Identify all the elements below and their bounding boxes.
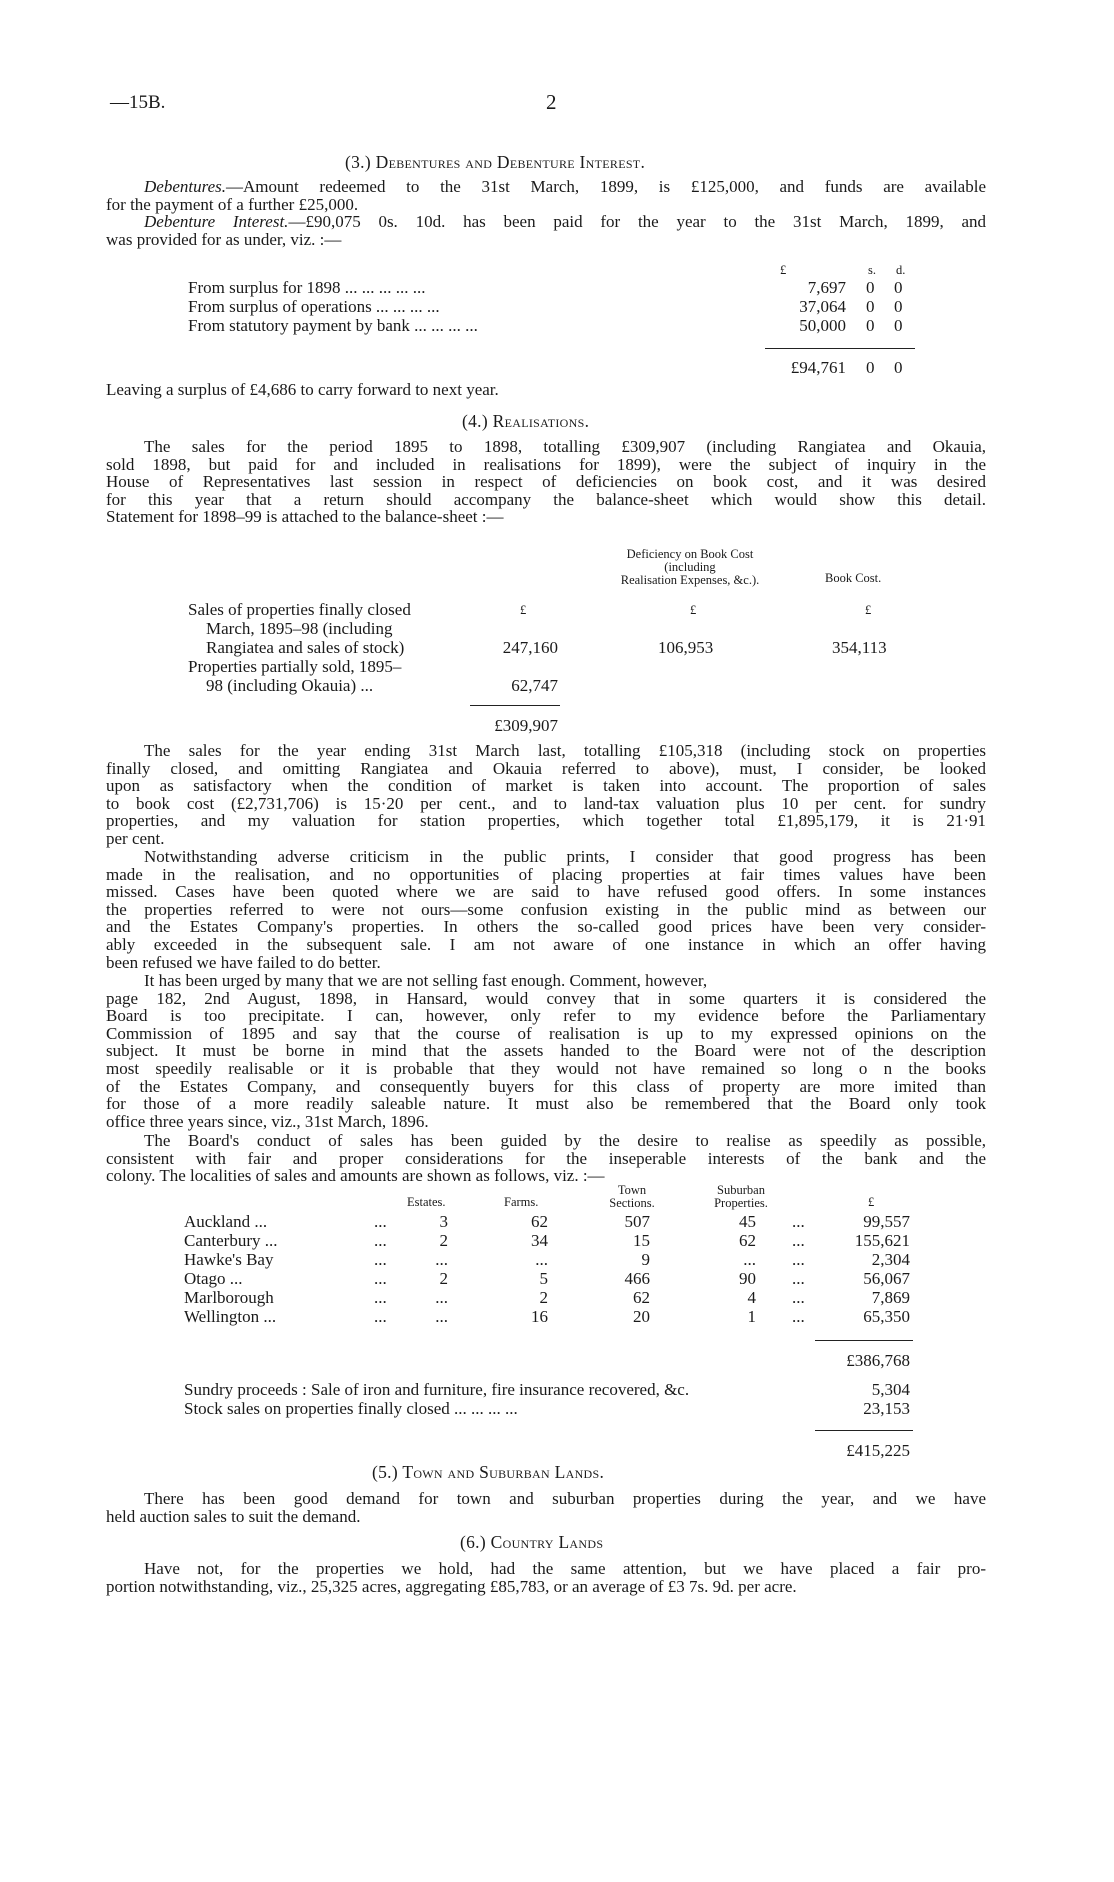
locality-suburban: 45 — [739, 1212, 756, 1231]
stock-sales-amount: 23,153 — [863, 1399, 910, 1418]
interest-row-shillings: 0 — [866, 297, 875, 316]
localities-total: £386,768 — [846, 1351, 910, 1370]
locality-town: 15 — [633, 1231, 650, 1250]
locality-farms: 62 — [531, 1212, 548, 1231]
interest-total-rule — [765, 348, 915, 349]
estates-header: Estates. — [407, 1195, 446, 1209]
partially-sold-label-2: 98 (including Okauia) ... — [206, 676, 374, 695]
locality-suburban: 4 — [747, 1288, 756, 1307]
locality-amount: 99,557 — [863, 1212, 910, 1231]
book-cost-header: Book Cost. — [825, 571, 882, 585]
locality-leader: ... — [374, 1269, 387, 1288]
realisations-paragraph: The sales for the period 1895 to 1898, totalling £309,907 (including Rangiatea and Okauia, sold 1898, but paid for and included in realisations for 1899), were the subject of inquiry in the House of Representatives last session in respect of deficiencies on book cost, and it was desired for this year that a return should accompany the balance-sheet which would show this detail. Statement for 1898–99 is attached to the balance-sheet :— — [106, 437, 986, 527]
locality-name: Auckland ... — [184, 1212, 268, 1231]
locality-town: 62 — [633, 1288, 650, 1307]
locality-suburban: 90 — [739, 1269, 756, 1288]
interest-row-label: From statutory payment by bank ... ... ... ... — [188, 316, 478, 335]
interest-row-pounds: 50,000 — [799, 316, 846, 335]
locality-estates: ... — [435, 1288, 448, 1307]
locality-town: 507 — [624, 1212, 650, 1231]
locality-suburban: ... — [743, 1250, 756, 1269]
grand-total-rule — [815, 1430, 913, 1431]
interest-row-pence: 0 — [894, 278, 903, 297]
debenture-interest-label: Debenture Interest. — [144, 212, 289, 232]
locality-estates: 2 — [439, 1269, 448, 1288]
locality-leader: ... — [374, 1250, 387, 1269]
sales-total-rule — [470, 705, 560, 706]
deficiency-header: Deficiency on Book Cost (including Realisation Expenses, &c.). — [620, 547, 760, 587]
country-lands-paragraph: Have not, for the properties we hold, had the same attention, but we have placed a fair pro- portion notwithstanding, viz., 25,325 acres, aggregating £85,783, or an average of £3 7s. 9d. per acre. — [106, 1559, 986, 1596]
locality-leader: ... — [374, 1288, 387, 1307]
locality-town: 20 — [633, 1307, 650, 1326]
locality-leader: ... — [374, 1231, 387, 1250]
town-lands-paragraph: There has been good demand for town and suburban properties during the year, and we have held auction sales to suit the demand. — [106, 1489, 986, 1526]
interest-row-pence: 0 — [894, 297, 903, 316]
partially-sold-label-1: Properties partially sold, 1895– — [188, 657, 402, 676]
locality-amount: 7,869 — [871, 1288, 910, 1307]
page-ref: —15B. — [110, 92, 166, 113]
locality-farms: ... — [535, 1250, 548, 1269]
locality-amount: 2,304 — [871, 1250, 910, 1269]
criticism-paragraph: Notwithstanding adverse criticism in the public prints, I consider that good progress has been made in the realisation, and no opportunities of placing properties at fair times values have been missed. Cases have been quoted where we are said to have refused good offers. In some instances the properties referred to were not ours—some confusion existing in the public mind as between our and the Estates Company's properties. In others the so-called good prices have been very consider- ably exceeded in the subsequent sale. I am not aware of one instance in which an offer having been refused we have failed to do better. — [106, 847, 986, 972]
section-4-heading: (4.) Realisations. — [462, 411, 590, 431]
col-header-pence: d. — [896, 263, 906, 277]
partially-sold-amount: 62,747 — [511, 676, 558, 695]
locality-farms: 34 — [531, 1231, 548, 1250]
locality-amount: 155,621 — [854, 1231, 910, 1250]
locality-town: 466 — [624, 1269, 650, 1288]
locality-amount: 65,350 — [863, 1307, 910, 1326]
locality-estates: 3 — [439, 1212, 448, 1231]
surplus-note: Leaving a surplus of £4,686 to carry forward to next year. — [106, 380, 499, 399]
interest-row-pounds: 37,064 — [799, 297, 846, 316]
debentures-paragraph: Debentures.—Amount redeemed to the 31st March, 1899, is £125,000, and funds are available for the payment of a further £25,000. Debenture Interest.—£90,075 0s. 10d. has been paid for the year to the 31st March, 1899, and was provided for as under, viz. :— — [106, 177, 986, 249]
locality-estates: ... — [435, 1250, 448, 1269]
locality-leader-2: ... — [792, 1269, 805, 1288]
page-number: 2 — [546, 90, 557, 114]
interest-row-label: From surplus for 1898 ... ... ... ... ... — [188, 278, 426, 297]
locality-name: Marlborough — [184, 1288, 274, 1307]
sales-closed-deficiency: 106,953 — [658, 638, 714, 657]
deficiency-pound-header: £ — [690, 603, 697, 617]
locality-name: Hawke's Bay — [184, 1250, 274, 1269]
stock-sales-label: Stock sales on properties finally closed ... ... ... ... — [184, 1399, 518, 1418]
farms-header: Farms. — [504, 1195, 539, 1209]
interest-row-pounds: 7,697 — [807, 278, 846, 297]
locality-name: Canterbury ... — [184, 1231, 278, 1250]
locality-farms: 2 — [539, 1288, 548, 1307]
locality-suburban: 1 — [747, 1307, 756, 1326]
debentures-label: Debentures. — [144, 177, 226, 196]
sales-closed-book-cost: 354,113 — [832, 638, 887, 657]
section-6-heading: (6.) Country Lands — [460, 1532, 604, 1552]
locality-leader: ... — [374, 1307, 387, 1326]
board-conduct-paragraph: The Board's conduct of sales has been guided by the desire to realise as speedily as possible, consistent with fair and proper considerations for the inseperable interests of the bank and the colony. The localities of sales and amounts are shown as follows, viz. :— — [106, 1131, 986, 1186]
section-3-heading: (3.) Debentures and Debenture Interest. — [345, 152, 646, 172]
sales-closed-label-3: Rangiatea and sales of stock) — [206, 638, 405, 657]
col-header-shillings: s. — [868, 263, 876, 277]
locality-leader-2: ... — [792, 1288, 805, 1307]
amount-pound-header: £ — [868, 1195, 875, 1209]
locality-leader-2: ... — [792, 1212, 805, 1231]
interest-total-shillings: 0 — [866, 358, 875, 377]
interest-total-pence: 0 — [894, 358, 903, 377]
book-cost-pound-header: £ — [865, 603, 872, 617]
sales-total: £309,907 — [494, 716, 558, 735]
locality-name: Otago ... — [184, 1269, 243, 1288]
interest-row-label: From surplus of operations ... ... ... ... — [188, 297, 440, 316]
locality-name: Wellington ... — [184, 1307, 277, 1326]
locality-estates: 2 — [439, 1231, 448, 1250]
interest-row-pence: 0 — [894, 316, 903, 335]
sundry-proceeds-amount: 5,304 — [871, 1380, 910, 1399]
sales-closed-label-1: Sales of properties finally closed — [188, 600, 411, 619]
grand-total: £415,225 — [846, 1441, 910, 1460]
selling-pace-paragraph: It has been urged by many that we are not selling fast enough. Comment, however, page 182, 2nd August, 1898, in Hansard, would convey that in some quarters it is considered the Board is too precipitate. I can, however, only refer to my evidence before the Parliamentary Commission of 1895 and say that the course of realisation is up to my expressed opinions on the subject. It must be borne in mind that the assets handed to the Board were not of the description most speedily realisable or it is probable that they would not have remained so long o n the books of the Estates Company, and consequently buyers for this class of property are more imited than for those of a more readily saleable nature. It must also be remembered that the Board only took office three years since, viz., 31st March, 1896. — [106, 971, 986, 1131]
interest-row-shillings: 0 — [866, 316, 875, 335]
interest-row-shillings: 0 — [866, 278, 875, 297]
section-5-heading: (5.) Town and Suburban Lands. — [372, 1462, 605, 1482]
sales-year-paragraph: The sales for the year ending 31st March last, totalling £105,318 (including stock on properties finally closed, and omitting Rangiatea and Okauia referred to above), must, I consider, be looked upon as satisfactory when the condition of market is taken into account. The proportion of sales to book cost (£2,731,706) is 15·20 per cent., and to land-tax valuation plus 10 per cent. for sundry properties, and my valuation for station properties, which together total £1,895,179, it is 21·91 per cent. — [106, 741, 986, 848]
locality-farms: 5 — [539, 1269, 548, 1288]
amount-pound-header: £ — [520, 603, 527, 617]
town-sections-header: Town Sections. — [609, 1183, 655, 1210]
locality-town: 9 — [641, 1250, 650, 1269]
sales-closed-label-2: March, 1895–98 (including — [206, 619, 393, 638]
col-header-pound: £ — [780, 263, 787, 277]
localities-total-rule — [815, 1340, 913, 1341]
sales-closed-amount: 247,160 — [502, 638, 558, 657]
locality-suburban: 62 — [739, 1231, 756, 1250]
locality-amount: 56,067 — [863, 1269, 910, 1288]
sundry-proceeds-label: Sundry proceeds : Sale of iron and furniture, fire insurance recovered, &c. — [184, 1380, 690, 1399]
locality-leader: ... — [374, 1212, 387, 1231]
locality-leader-2: ... — [792, 1231, 805, 1250]
suburban-properties-header: Suburban Properties. — [714, 1183, 768, 1210]
locality-farms: 16 — [531, 1307, 548, 1326]
locality-leader-2: ... — [792, 1250, 805, 1269]
locality-leader-2: ... — [792, 1307, 805, 1326]
locality-estates: ... — [435, 1307, 448, 1326]
interest-total-pounds: £94,761 — [790, 358, 846, 377]
